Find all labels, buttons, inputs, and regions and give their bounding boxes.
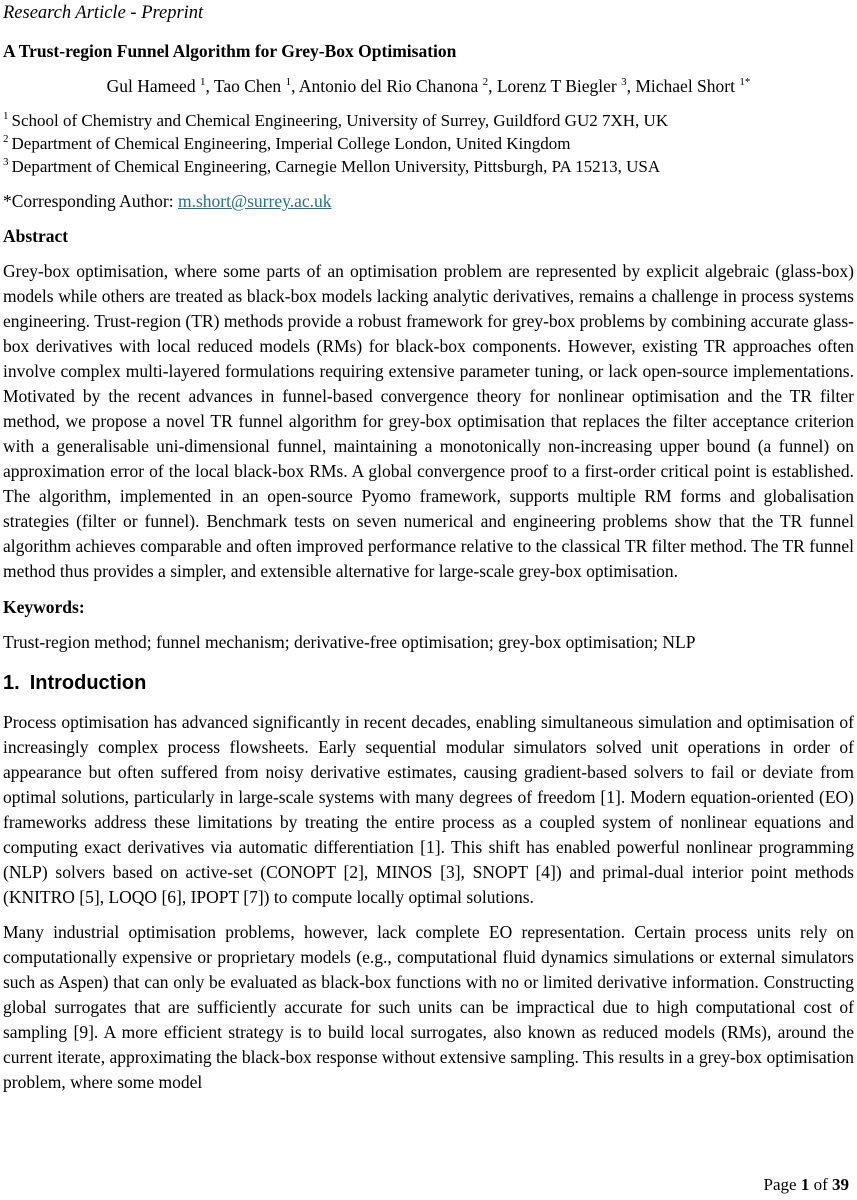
keywords-heading: Keywords: (3, 597, 85, 617)
corresponding-author-line (3, 190, 854, 213)
author (205, 76, 291, 96)
author (291, 76, 488, 96)
author-name: , Antonio del Rio Chanona (291, 76, 483, 96)
total-pages: 39 (832, 1175, 849, 1194)
keywords-text: Trust-region method; funnel mechanism; derivative-free optimisation; grey-box optimisation; NLP (3, 632, 696, 652)
abstract-heading: Abstract (3, 226, 69, 246)
authors-line (3, 74, 854, 98)
affiliation-line (3, 155, 854, 178)
affiliation-line (3, 109, 854, 132)
author-superscript: 1 (199, 76, 206, 89)
affiliation-superscript: 2 (3, 133, 9, 146)
abstract-text: Grey-box optimisation, where some parts of an optimisation problem are represented by explicit algebraic (glass-box) models while others are treated as black-box models lacking analytic derivatives, remains a challenge in process systems engineering. Trust-region (TR) methods provide a robust framework for grey-box problems by combining accurate glass-box derivatives with local reduced models (RMs) for black-box components. However, existing TR approaches often involve complex multi-layered formulations requiring extensive parameter tuning, or lack open-source implementations. Motivated by the recent advances in funnel-based convergence theory for nonlinear optimisation and the TR filter method, we propose a novel TR funnel algorithm for grey-box optimisation that replaces the filter acceptance criterion with a generalisable uni-dimensional funnel, maintaining a monotonically non-increasing upper bound (a funnel) on approximation error of the local black-box RMs. A global convergence proof to a first-order critical point is established. The algorithm, implemented in an open-source Pyomo framework, supports multiple RM forms and globalisation strategies (filter or funnel). Benchmark tests on seven numerical and engineering problems show that the TR funnel algorithm achieves comparable and often improved performance relative to the classical TR filter method. The TR funnel method thus provides a simpler, and extensible alternative for large-scale grey-box optimisation. (3, 261, 854, 581)
affiliation-text: Department of Chemical Engineering, Carnegie Mellon University, Pittsburgh, PA 15213, USA (11, 157, 661, 176)
section-heading-introduction (3, 669, 854, 697)
corresponding-author-email-link[interactable]: m.short@surrey.ac.uk (178, 191, 332, 211)
author-name: , Michael Short (626, 76, 740, 96)
page-label: Page (763, 1175, 801, 1194)
paragraph: Many industrial optimisation problems, however, lack complete EO representation. Certain process units rely on computationally expensive or proprietary models (e.g., computational fluid dynamics simulations or external simulators such as Aspen) that can only be evaluated as black-box functions with no or limited derivative information. Constructing global surrogates that are sufficiently accurate for such units can be impractical due to high computational cost of sampling [9]. A more efficient strategy is to build local surrogates, also known as reduced models (RMs), around the current iterate, approximating the black-box response without extensive sampling. This results in a grey-box optimisation problem, where some model (3, 922, 854, 1092)
author-name: , Lorenz T Biegler (488, 76, 622, 96)
author-superscript: 1* (739, 76, 751, 89)
article-title: A Trust-region Funnel Algorithm for Grey-Box Optimisation (3, 41, 457, 61)
author-name: Gul Hameed (106, 76, 200, 96)
section-title: Introduction (29, 672, 147, 694)
page-number: 1 (800, 1175, 810, 1194)
author-name: , Tao Chen (205, 76, 286, 96)
affiliation-text: School of Chemistry and Chemical Engineering, University of Surrey, Guildford GU2 7XH, UK (11, 111, 669, 130)
author-superscript: 3 (621, 76, 627, 89)
affiliation-line (3, 132, 854, 155)
author (627, 76, 751, 96)
author-superscript: 2 (482, 76, 489, 89)
corresponding-author-label: *Corresponding Author: (3, 191, 178, 211)
page-footer (764, 1174, 849, 1195)
affiliation-superscript: 3 (3, 156, 9, 169)
affiliations (3, 109, 854, 178)
affiliation-text: Department of Chemical Engineering, Imperial College London, United Kingdom (11, 134, 571, 153)
paragraph: Process optimisation has advanced significantly in recent decades, enabling simultaneous simulation and optimisation of increasingly complex process flowsheets. Early sequential modular simulators solved unit operations in order of appearance but often suffered from noisy derivative estimates, causing gradient-based solvers to fail or deviate from optimal solutions, particularly in large-scale systems with many degrees of freedom [1]. Modern equation-oriented (EO) frameworks address these limitations by treating the entire process as a coupled system of nonlinear equations and computing exact derivatives via automatic differentiation [1]. This shift has enabled powerful nonlinear programming (NLP) solvers based on active-set (CONOPT [2], MINOS [3], SNOPT [4]) and primal-dual interior point methods (KNITRO [5], LOQO [6], IPOPT [7]) to compute locally optimal solutions. (3, 712, 854, 907)
header-label: Research Article - Preprint (3, 3, 204, 23)
section-number: 1. (3, 672, 20, 694)
author-superscript: 1 (285, 76, 292, 89)
author (488, 76, 627, 96)
author (107, 76, 206, 96)
of-label: of (809, 1175, 832, 1194)
affiliation-superscript: 1 (3, 110, 9, 123)
